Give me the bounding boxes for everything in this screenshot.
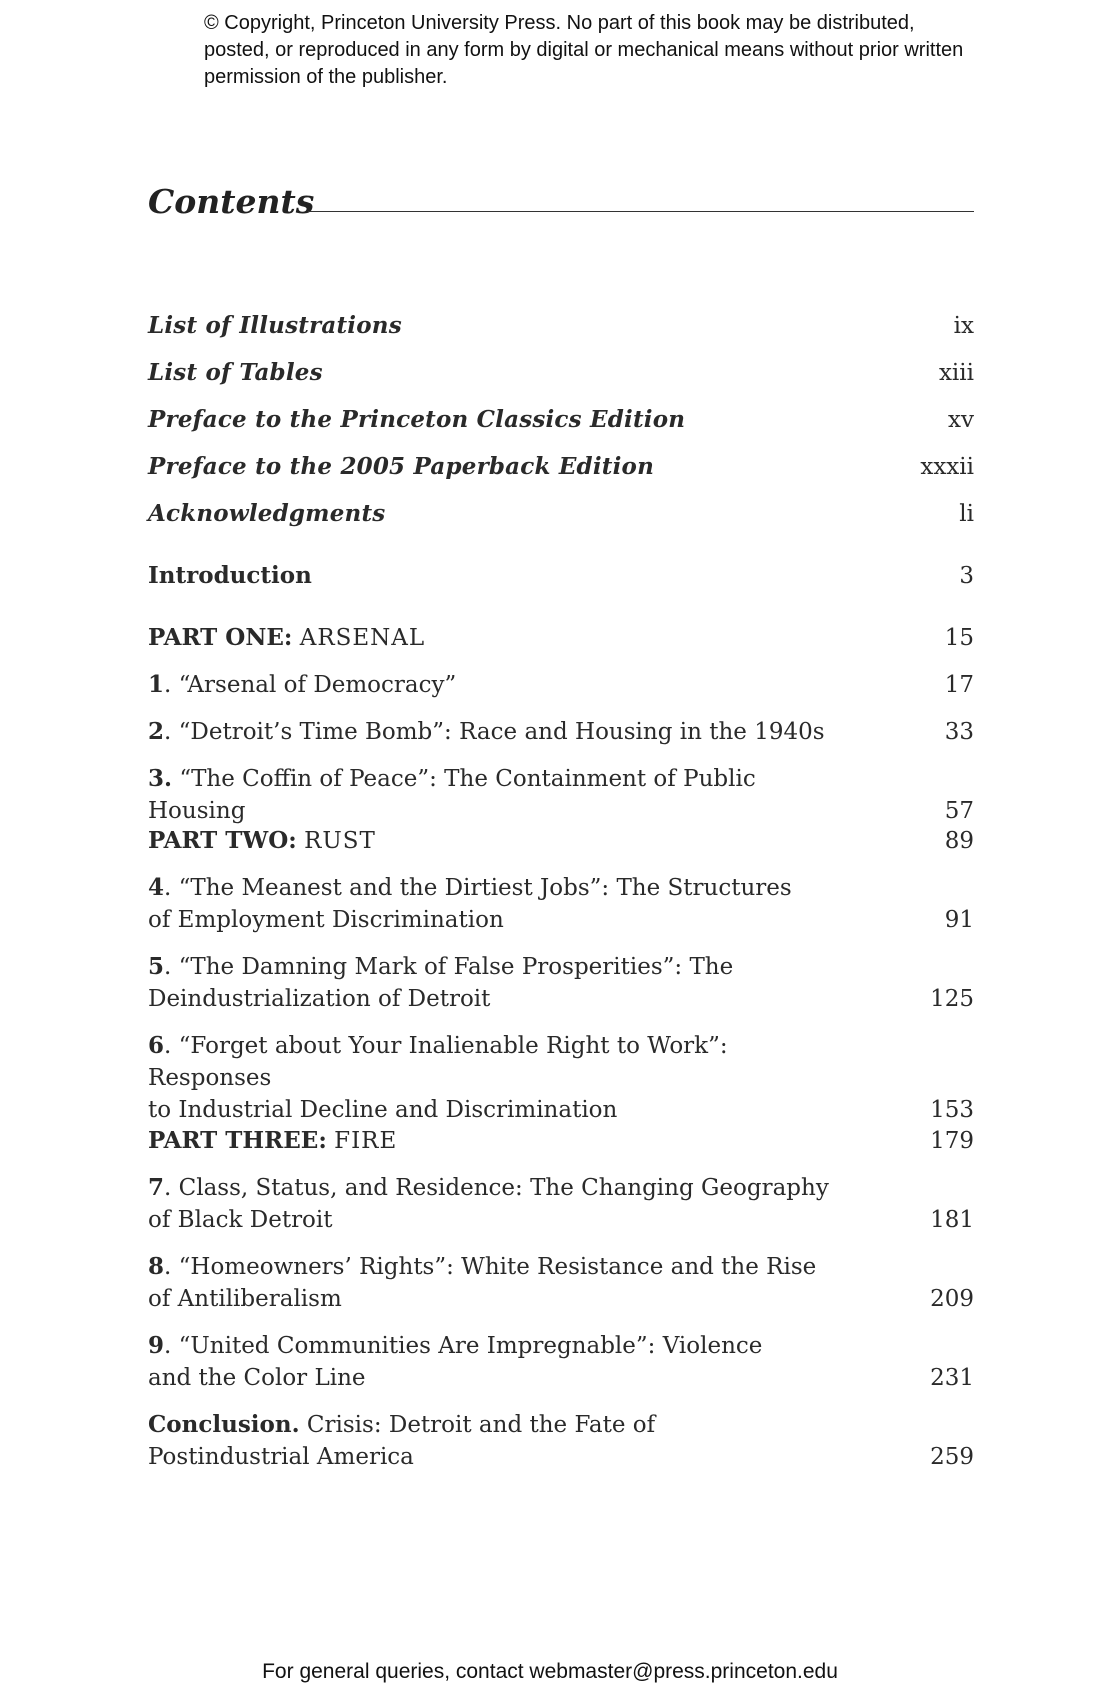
toc-page-number: 125 [930, 986, 974, 1012]
toc-chapter-1[interactable]: 1. “Arsenal of Democracy” 17 [148, 669, 974, 701]
toc-chapter-7[interactable]: 7. Class, Status, and Residence: The Changing Geography of Black Detroit 181 [148, 1172, 974, 1236]
chapter-title-cont: Postindustrial America [148, 1444, 414, 1470]
toc-chapter-5[interactable]: 5. “The Damning Mark of False Prosperities”: The Deindustrialization of Detroit 125 [148, 951, 974, 1015]
part-prefix: PART ONE: [148, 624, 293, 651]
toc-page-number: 209 [930, 1286, 974, 1312]
toc-page-number: xiii [938, 360, 974, 386]
conclusion-prefix: Conclusion. [148, 1411, 300, 1438]
footer-contact: For general queries, contact webmaster@press.princeton.edu [262, 1660, 838, 1683]
chapter-title-cont: of Employment Discrimination [148, 907, 504, 933]
toc-page-number: 91 [944, 907, 974, 933]
chapter-title: “Detroit’s Time Bomb”: Race and Housing in the 1940s [178, 719, 825, 745]
toc-entry-label: List of Illustrations [148, 312, 402, 339]
toc-chapter-3[interactable] [148, 763, 974, 827]
toc-part-one[interactable] [148, 622, 974, 654]
chapter-title: “Homeowners’ Rights”: White Resistance and the Rise [178, 1254, 817, 1280]
toc-page-number: ix [953, 313, 974, 339]
toc-entry-label: List of Tables [148, 359, 323, 386]
toc-chapter-8[interactable]: 8. “Homeowners’ Rights”: White Resistance and the Rise of Antiliberalism 209 [148, 1251, 974, 1315]
chapter-number: 5 [148, 953, 165, 980]
toc-page-number: 181 [930, 1207, 974, 1233]
toc-entry-label: Preface to the Princeton Classics Edition [148, 406, 686, 433]
toc-page-number: 231 [930, 1365, 974, 1391]
contents-heading [148, 180, 974, 224]
toc-entry-label: Acknowledgments [148, 500, 386, 527]
toc-page-number: xxxii [920, 454, 974, 480]
copyright-notice: © Copyright, Princeton University Press. No part of this book may be distributed, posted, or reproduced in any form by digital or mechanical means without prior written permission of the publisher. [204, 12, 964, 88]
toc-entry-preface-2005-paperback[interactable] [148, 451, 974, 483]
toc-page-number: 17 [944, 672, 974, 698]
toc-page-number: li [959, 501, 974, 527]
chapter-title-cont: Deindustrialization of Detroit [148, 986, 491, 1012]
chapter-number: 4 [148, 874, 165, 901]
toc-page-number: 259 [930, 1444, 974, 1470]
toc-entry-label: Preface to the 2005 Paperback Edition [148, 453, 654, 480]
toc-entry-preface-princeton-classics[interactable] [148, 404, 974, 436]
toc-page-number: 153 [930, 1097, 974, 1123]
toc-entry-introduction[interactable] [148, 560, 974, 592]
toc-page-number: 3 [959, 563, 974, 589]
toc-chapter-9[interactable]: 9. “United Communities Are Impregnable”: Violence and the Color Line 231 [148, 1330, 974, 1394]
chapter-title-cont: and the Color Line [148, 1365, 366, 1391]
title-rule [308, 211, 974, 212]
chapter-title: “The Coffin of Peace”: The Containment of Public Housing [148, 766, 756, 824]
chapter-title: “Arsenal of Democracy” [178, 672, 457, 698]
toc-chapter-6[interactable]: 6. “Forget about Your Inalienable Right to Work”: Responses to Industrial Decline and Discrimination 153 [148, 1030, 974, 1126]
chapter-title: Crisis: Detroit and the Fate of [306, 1412, 656, 1438]
toc-entry-list-of-illustrations[interactable] [148, 310, 974, 342]
toc-page-number: 57 [944, 798, 974, 824]
part-name: ARSENAL [299, 625, 426, 651]
chapter-number: 1 [148, 671, 165, 698]
toc-chapter-4[interactable]: 4. “The Meanest and the Dirtiest Jobs”: The Structures of Employment Discrimination 91 [148, 872, 974, 936]
chapter-number: 7 [148, 1174, 165, 1201]
chapter-number: 8 [148, 1253, 165, 1280]
chapter-number: 3. [148, 765, 173, 792]
toc-part-two[interactable] [148, 825, 974, 857]
part-prefix: PART THREE: [148, 1127, 327, 1154]
toc-page-number: 15 [944, 625, 974, 651]
toc-entry-list-of-tables[interactable] [148, 357, 974, 389]
chapter-title-cont: of Black Detroit [148, 1207, 333, 1233]
page-title: Contents [148, 182, 315, 221]
chapter-title-cont: of Antiliberalism [148, 1286, 342, 1312]
toc-entry-label: Introduction [148, 562, 312, 589]
toc-part-three[interactable] [148, 1125, 974, 1157]
toc-chapter-2[interactable]: 2. “Detroit’s Time Bomb”: Race and Housing in the 1940s 33 [148, 716, 974, 748]
chapter-number: 2 [148, 718, 165, 745]
chapter-title-cont: to Industrial Decline and Discrimination [148, 1097, 618, 1123]
chapter-title: Class, Status, and Residence: The Changing Geography [178, 1175, 829, 1201]
toc-page-number: 33 [944, 719, 974, 745]
toc-page-number: 89 [944, 828, 974, 854]
toc-entry-conclusion[interactable] [148, 1409, 974, 1473]
chapter-number: 9 [148, 1332, 165, 1359]
part-name: FIRE [334, 1128, 398, 1154]
chapter-title: “United Communities Are Impregnable”: Violence [178, 1333, 763, 1359]
chapter-title: “The Meanest and the Dirtiest Jobs”: The Structures [178, 875, 792, 901]
toc-entry-acknowledgments[interactable] [148, 498, 974, 530]
part-name: RUST [304, 828, 376, 854]
chapter-title: “Forget about Your Inalienable Right to Work”: Responses [148, 1033, 728, 1091]
toc-page-number: 179 [930, 1128, 974, 1154]
chapter-number: 6 [148, 1032, 165, 1059]
toc-page-number: xv [948, 407, 974, 433]
part-prefix: PART TWO: [148, 827, 297, 854]
chapter-title: “The Damning Mark of False Prosperities”: The [178, 954, 734, 980]
